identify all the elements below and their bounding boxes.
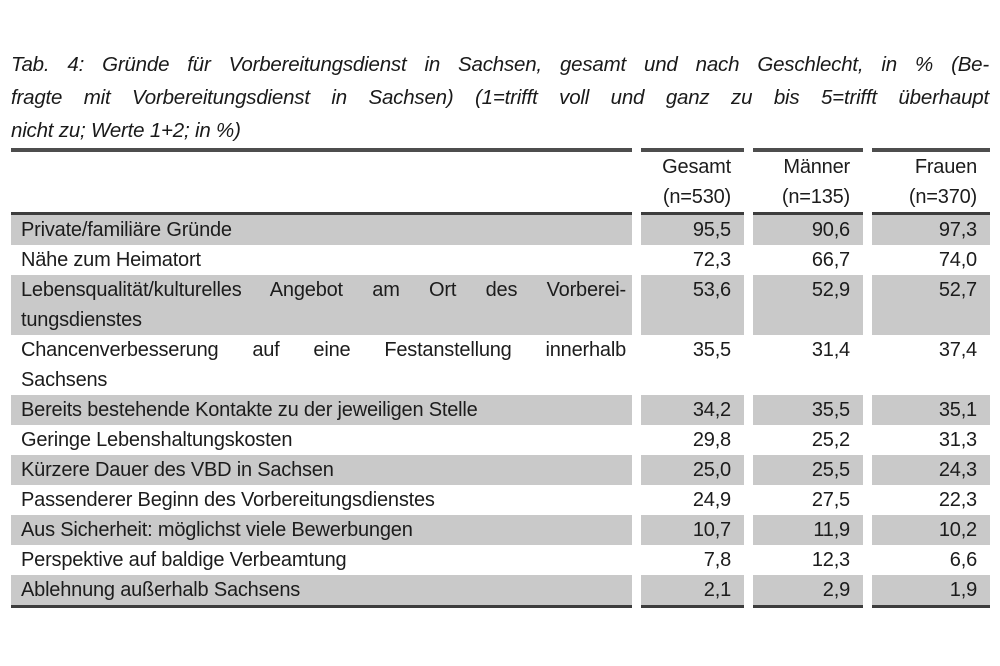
row-value: 31,4 bbox=[811, 339, 850, 361]
row-value: 12,3 bbox=[811, 549, 850, 571]
row-label-line: Perspektive auf baldige Verbeamtung bbox=[21, 549, 347, 571]
row-value: 1,9 bbox=[872, 575, 990, 608]
row-label bbox=[11, 215, 632, 245]
table-row bbox=[11, 215, 991, 245]
table-row bbox=[11, 545, 991, 575]
table-row bbox=[11, 335, 991, 395]
row-value: 2,1 bbox=[641, 575, 744, 608]
table-body bbox=[11, 215, 991, 608]
column-label: Männer bbox=[783, 156, 850, 178]
row-value: 10,2 bbox=[872, 515, 990, 545]
row-label bbox=[11, 425, 632, 455]
row-value: 66,7 bbox=[811, 249, 850, 271]
row-value: 72,3 bbox=[692, 249, 731, 271]
row-label-line: Bereits bestehende Kontakte zu der jeweiligen Stelle bbox=[21, 399, 478, 421]
row-label bbox=[11, 545, 632, 575]
row-value: 27,5 bbox=[811, 489, 850, 511]
row-label-line: Chancenverbesserung auf eine Festanstellung innerhalb bbox=[21, 339, 626, 361]
table-row bbox=[11, 515, 991, 545]
row-label-line: Private/familiäre Gründe bbox=[21, 219, 232, 241]
row-value: 35,5 bbox=[753, 395, 863, 425]
row-value: 25,0 bbox=[641, 455, 744, 485]
row-value: 24,9 bbox=[692, 489, 731, 511]
row-label-line: Kürzere Dauer des VBD in Sachsen bbox=[21, 459, 334, 481]
row-label bbox=[11, 575, 632, 608]
table-row bbox=[11, 395, 991, 425]
row-label bbox=[11, 515, 632, 545]
row-label bbox=[11, 455, 632, 485]
header-cell-empty bbox=[11, 148, 632, 215]
row-label bbox=[11, 485, 632, 515]
row-value: 25,5 bbox=[753, 455, 863, 485]
row-value: 34,2 bbox=[641, 395, 744, 425]
row-value: 24,3 bbox=[872, 455, 990, 485]
header-cell-maenner bbox=[753, 148, 863, 215]
row-value: 53,6 bbox=[641, 275, 744, 335]
row-label bbox=[11, 335, 632, 395]
row-label-line: Aus Sicherheit: möglichst viele Bewerbungen bbox=[21, 519, 413, 541]
table-header-row bbox=[11, 148, 991, 215]
row-value: 95,5 bbox=[641, 215, 744, 245]
row-value: 52,7 bbox=[872, 275, 990, 335]
row-value: 25,2 bbox=[811, 429, 850, 451]
row-value: 6,6 bbox=[949, 549, 977, 571]
row-label bbox=[11, 275, 632, 335]
data-table bbox=[11, 148, 991, 608]
caption-line: fragte mit Vorbereitungsdienst in Sachsen) (1=trifft voll und ganz zu bis 5=trifft überhaupt bbox=[11, 86, 989, 109]
table-row bbox=[11, 455, 991, 485]
row-value: 29,8 bbox=[692, 429, 731, 451]
row-value: 90,6 bbox=[753, 215, 863, 245]
row-value: 52,9 bbox=[753, 275, 863, 335]
row-value: 37,4 bbox=[938, 339, 977, 361]
row-label-line: tungsdienstes bbox=[21, 309, 142, 331]
row-value: 31,3 bbox=[938, 429, 977, 451]
table-caption bbox=[11, 48, 989, 147]
table-row bbox=[11, 245, 991, 275]
row-value: 7,8 bbox=[703, 549, 731, 571]
column-subtitle: (n=530) bbox=[662, 186, 731, 208]
header-cell-gesamt bbox=[641, 148, 744, 215]
row-label-line: Nähe zum Heimatort bbox=[21, 249, 201, 271]
row-value: 2,9 bbox=[753, 575, 863, 608]
row-label-line: Sachsens bbox=[21, 369, 108, 391]
caption-line: Tab. 4: Gründe für Vorbereitungsdienst in Sachsen, gesamt und nach Geschlecht, in % (Be- bbox=[11, 53, 989, 76]
row-label-line: Geringe Lebenshaltungskosten bbox=[21, 429, 293, 451]
table-row bbox=[11, 485, 991, 515]
row-value: 35,1 bbox=[872, 395, 990, 425]
column-label: Frauen bbox=[914, 156, 977, 178]
row-value: 22,3 bbox=[938, 489, 977, 511]
row-label bbox=[11, 395, 632, 425]
caption-line: nicht zu; Werte 1+2; in %) bbox=[11, 119, 241, 142]
row-label-line: Ablehnung außerhalb Sachsens bbox=[21, 579, 301, 601]
row-value: 35,5 bbox=[692, 339, 731, 361]
row-label-line: Passenderer Beginn des Vorbereitungsdienstes bbox=[21, 489, 435, 511]
column-subtitle: (n=135) bbox=[781, 186, 850, 208]
row-value: 97,3 bbox=[872, 215, 990, 245]
row-label-line: Lebensqualität/kulturelles Angebot am Ort des Vorberei- bbox=[21, 279, 626, 301]
row-value: 11,9 bbox=[753, 515, 863, 545]
column-label: Gesamt bbox=[662, 156, 731, 178]
table-row bbox=[11, 425, 991, 455]
row-value: 10,7 bbox=[641, 515, 744, 545]
row-value: 74,0 bbox=[938, 249, 977, 271]
row-label bbox=[11, 245, 632, 275]
column-subtitle: (n=370) bbox=[908, 186, 977, 208]
table-row bbox=[11, 275, 991, 335]
header-cell-frauen bbox=[872, 148, 990, 215]
table-row bbox=[11, 575, 991, 608]
